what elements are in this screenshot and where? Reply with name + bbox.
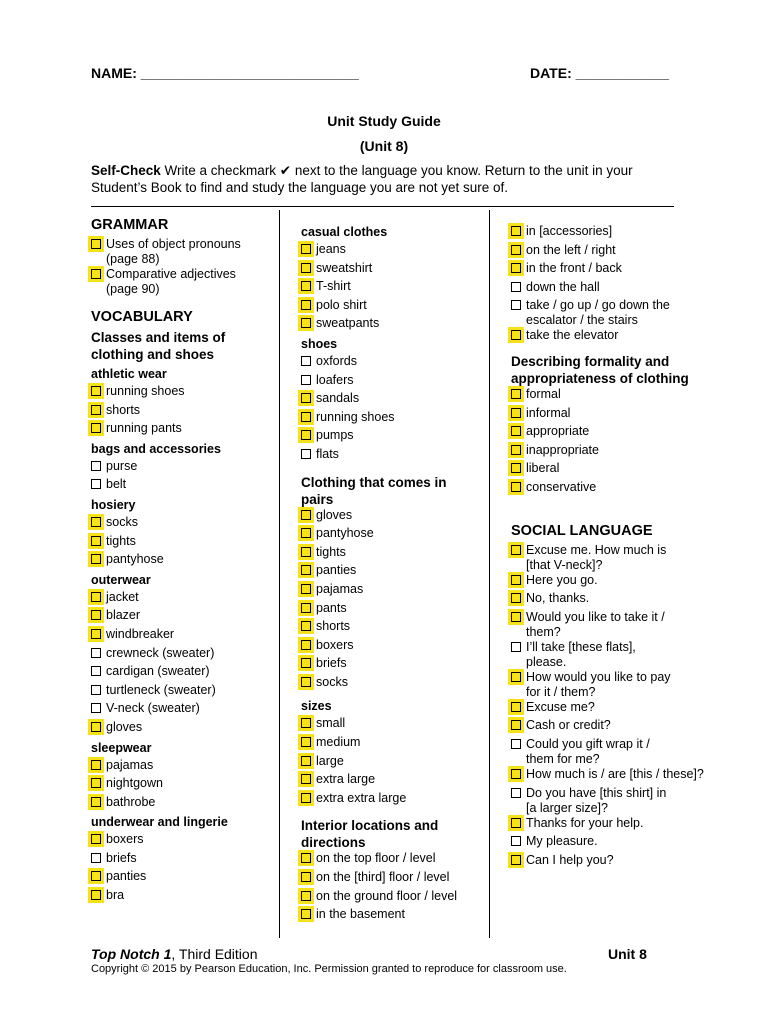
- highlighted-checkbox[interactable]: [91, 722, 101, 732]
- checklist-item[interactable]: [91, 515, 276, 534]
- checklist-item-label: sweatshirt: [316, 260, 373, 275]
- highlighted-checkbox[interactable]: [91, 517, 101, 527]
- checklist-item[interactable]: [511, 406, 716, 425]
- checklist-item-label: My pleasure.: [526, 834, 598, 849]
- checklist-item[interactable]: [511, 461, 716, 480]
- checklist-item[interactable]: [301, 889, 486, 908]
- checklist-item-label: crewneck (sweater): [106, 645, 215, 660]
- checklist-item-label: in the basement: [316, 907, 405, 922]
- checklist-item[interactable]: [511, 280, 716, 299]
- highlighted-checkbox[interactable]: [511, 445, 521, 455]
- checkbox[interactable]: [301, 375, 311, 385]
- checklist-item-label: down the hall: [526, 279, 600, 294]
- checklist-item[interactable]: [301, 354, 486, 373]
- checklist-item-label: on the top floor / level: [316, 851, 436, 866]
- checklist-item[interactable]: [91, 869, 276, 888]
- subsection-heading: Describing formality and appropriateness of clothing: [511, 353, 689, 386]
- section-heading: VOCABULARY: [91, 309, 193, 325]
- highlighted-checkbox[interactable]: [511, 575, 521, 585]
- checklist-item[interactable]: [511, 591, 716, 610]
- checklist-item-label: on the ground floor / level: [316, 888, 458, 903]
- checklist-item[interactable]: [91, 237, 276, 267]
- highlighted-checkbox[interactable]: [511, 612, 521, 622]
- checklist-item-label: running shoes: [106, 384, 185, 398]
- checkbox[interactable]: [511, 836, 521, 846]
- checklist-item-label: jeans: [316, 242, 346, 256]
- checklist-item[interactable]: [301, 373, 486, 392]
- checklist-item-label: pumps: [316, 428, 354, 443]
- checklist-item-label: briefs: [106, 850, 137, 865]
- checklist-item[interactable]: [91, 683, 276, 702]
- checklist-item-label: medium: [316, 735, 361, 750]
- checklist-item[interactable]: [301, 601, 486, 620]
- checklist-item-label: in the front / back: [526, 261, 622, 276]
- highlighted-checkbox[interactable]: [301, 640, 311, 650]
- checklist-item[interactable]: [301, 791, 486, 810]
- column-divider: [489, 210, 490, 938]
- checkbox[interactable]: [91, 461, 101, 471]
- checklist-item-label: informal: [526, 405, 571, 420]
- checklist-item-label: socks: [316, 674, 348, 689]
- checklist-item[interactable]: [511, 328, 716, 347]
- self-check-instructions: [91, 162, 691, 196]
- unit-subtitle: (Unit 8): [359, 138, 409, 154]
- highlighted-checkbox[interactable]: [91, 405, 101, 415]
- book-title: [91, 946, 258, 962]
- checkbox[interactable]: [91, 685, 101, 695]
- highlighted-checkbox[interactable]: [511, 330, 521, 340]
- self-check-text: Write a checkmark ✔ next to the language you know. Return to the unit in your Student’s Book to find and study the language you are not yet sure of.: [91, 163, 633, 195]
- checklist-item[interactable]: [91, 795, 276, 814]
- checklist-item-label: jacket: [106, 589, 139, 604]
- checklist-item-label: shorts: [316, 619, 351, 634]
- checklist-item[interactable]: [91, 646, 276, 665]
- checklist-item[interactable]: [511, 543, 716, 573]
- highlighted-checkbox[interactable]: [301, 263, 311, 273]
- subsection-heading: Clothing that comes in pairs: [301, 474, 447, 507]
- checklist-item[interactable]: [91, 608, 276, 627]
- category-heading: bags and accessories: [91, 441, 221, 456]
- checklist-item-label: appropriate: [526, 424, 590, 439]
- highlighted-checkbox[interactable]: [511, 482, 521, 492]
- highlighted-checkbox[interactable]: [511, 245, 521, 255]
- checklist-item-label: tights: [106, 533, 136, 548]
- checklist-item[interactable]: [511, 243, 716, 262]
- checklist-item-label: How would you like to pay for it / them?: [526, 669, 671, 699]
- highlighted-checkbox[interactable]: [91, 269, 101, 279]
- checklist-item-label: shorts: [106, 402, 141, 417]
- checklist-item-label: socks: [106, 514, 138, 529]
- highlighted-checkbox[interactable]: [511, 769, 521, 779]
- highlighted-checkbox[interactable]: [91, 629, 101, 639]
- checklist-item-label: liberal: [526, 461, 560, 476]
- checklist-item-label: polo shirt: [316, 297, 367, 312]
- highlighted-checkbox[interactable]: [301, 565, 311, 575]
- checklist-item-label: on the [third] floor / level: [316, 870, 450, 885]
- checklist-item[interactable]: [301, 656, 486, 675]
- checklist-item[interactable]: [301, 316, 486, 335]
- checklist-item[interactable]: [301, 508, 486, 527]
- checklist-item-label: small: [316, 716, 346, 731]
- checklist-item[interactable]: [91, 477, 276, 496]
- checklist-item-label: on the left / right: [526, 242, 616, 257]
- highlighted-checkbox[interactable]: [91, 797, 101, 807]
- checklist-item-label: extra large: [316, 772, 376, 787]
- checklist-item[interactable]: [91, 720, 276, 739]
- checklist-item[interactable]: [511, 816, 716, 835]
- subsection-heading: Classes and items of clothing and shoes: [91, 330, 226, 362]
- checklist-item-label: Thanks for your help.: [526, 815, 644, 830]
- checklist-item[interactable]: [301, 391, 486, 410]
- highlighted-checkbox[interactable]: [91, 778, 101, 788]
- checklist-item[interactable]: [301, 563, 486, 582]
- checklist-item[interactable]: [511, 700, 716, 719]
- checklist-item[interactable]: [91, 403, 276, 422]
- checklist-item[interactable]: [511, 670, 716, 700]
- checklist-item-label: pajamas: [316, 581, 364, 596]
- checklist-item[interactable]: [91, 590, 276, 609]
- section-heading: SOCIAL LANGUAGE: [511, 522, 653, 539]
- checklist-item-label: blazer: [106, 608, 141, 623]
- checklist-item[interactable]: [91, 627, 276, 646]
- checklist-item[interactable]: [301, 410, 486, 429]
- highlighted-checkbox[interactable]: [301, 677, 311, 687]
- highlighted-checkbox[interactable]: [91, 386, 101, 396]
- highlighted-checkbox[interactable]: [301, 756, 311, 766]
- checklist-item[interactable]: [301, 907, 486, 926]
- highlighted-checkbox[interactable]: [511, 818, 521, 828]
- checkbox[interactable]: [511, 739, 521, 749]
- highlighted-checkbox[interactable]: [91, 890, 101, 900]
- category-heading: hosiery: [91, 497, 136, 512]
- checklist-item[interactable]: [511, 224, 716, 243]
- column-grammar-vocabulary: [91, 217, 276, 907]
- highlighted-checkbox[interactable]: [511, 545, 521, 555]
- checklist-item-label: belt: [106, 477, 127, 492]
- checklist-item[interactable]: [301, 638, 486, 657]
- highlighted-checkbox[interactable]: [301, 774, 311, 784]
- checklist-item-label: I’ll take [these flats], please.: [526, 639, 636, 669]
- highlighted-checkbox[interactable]: [301, 793, 311, 803]
- highlighted-checkbox[interactable]: [301, 621, 311, 631]
- checklist-item-label: nightgown: [106, 776, 163, 791]
- checklist-item[interactable]: [91, 459, 276, 478]
- checklist-item-label: pantyhose: [316, 526, 374, 541]
- highlighted-checkbox[interactable]: [91, 760, 101, 770]
- divider: [91, 206, 674, 207]
- highlighted-checkbox[interactable]: [91, 536, 101, 546]
- checklist-item[interactable]: [91, 888, 276, 907]
- category-heading: sizes: [301, 699, 332, 714]
- checklist-item-label: windbreaker: [106, 626, 175, 641]
- highlighted-checkbox[interactable]: [511, 702, 521, 712]
- checkbox[interactable]: [511, 642, 521, 652]
- checklist-item[interactable]: [91, 552, 276, 571]
- highlighted-checkbox[interactable]: [91, 610, 101, 620]
- checklist-item[interactable]: [91, 776, 276, 795]
- checklist-item-label: sweatpants: [316, 316, 380, 331]
- highlighted-checkbox[interactable]: [301, 244, 311, 254]
- checklist-item-label: Here you go.: [526, 572, 598, 587]
- highlighted-checkbox[interactable]: [301, 528, 311, 538]
- highlighted-checkbox[interactable]: [301, 281, 311, 291]
- checklist-item-label: gloves: [106, 719, 143, 734]
- checklist-item-label: oxfords: [316, 353, 357, 368]
- checklist-item-label: cardigan (sweater): [106, 664, 210, 679]
- highlighted-checkbox[interactable]: [91, 834, 101, 844]
- checklist-item[interactable]: [511, 786, 716, 816]
- book-edition: , Third Edition: [171, 946, 258, 962]
- category-heading: sleepwear: [91, 740, 152, 755]
- checklist-item-label: purse: [106, 458, 138, 473]
- checklist-item-label: sandals: [316, 391, 360, 406]
- highlighted-checkbox[interactable]: [511, 672, 521, 682]
- highlighted-checkbox[interactable]: [91, 239, 101, 249]
- checklist-item-label: panties: [106, 869, 147, 884]
- checklist-item-label: loafers: [316, 372, 354, 387]
- checklist-item[interactable]: [301, 619, 486, 638]
- highlighted-checkbox[interactable]: [511, 226, 521, 236]
- checklist-item[interactable]: [91, 832, 276, 851]
- checklist-item[interactable]: [511, 834, 716, 853]
- category-heading: casual clothes: [301, 225, 388, 239]
- date-field-label: DATE: ____________: [530, 65, 670, 81]
- highlighted-checkbox[interactable]: [301, 718, 311, 728]
- highlighted-checkbox[interactable]: [301, 393, 311, 403]
- checklist-item-label: Could you gift wrap it / them for me?: [526, 736, 650, 766]
- highlighted-checkbox[interactable]: [511, 426, 521, 436]
- checkbox[interactable]: [91, 666, 101, 676]
- checklist-item-label: bathrobe: [106, 794, 156, 809]
- checklist-item[interactable]: [91, 701, 276, 720]
- checkbox[interactable]: [91, 853, 101, 863]
- unit-footer: Unit 8: [608, 946, 647, 962]
- checklist-item[interactable]: [511, 298, 716, 328]
- checklist-item[interactable]: [301, 545, 486, 564]
- highlighted-checkbox[interactable]: [301, 909, 311, 919]
- checklist-item[interactable]: [511, 853, 716, 872]
- checklist-item[interactable]: [511, 718, 716, 737]
- checklist-item-label: turtleneck (sweater): [106, 682, 216, 697]
- category-heading: outerwear: [91, 572, 151, 587]
- checklist-item-label: Excuse me?: [526, 699, 595, 714]
- checklist-item-label: V-neck (sweater): [106, 701, 200, 716]
- checklist-item[interactable]: [511, 737, 716, 767]
- checkbox[interactable]: [511, 282, 521, 292]
- spacer: [301, 217, 486, 225]
- checklist-item-label: pajamas: [106, 757, 154, 772]
- checklist-item[interactable]: [91, 851, 276, 870]
- checklist-item[interactable]: [301, 242, 486, 261]
- page-title: Unit Study Guide: [327, 113, 441, 129]
- checklist-item[interactable]: [301, 526, 486, 545]
- checklist-item[interactable]: [511, 573, 716, 592]
- checklist-item[interactable]: [511, 480, 716, 499]
- subsection-heading: Interior locations and directions: [301, 818, 439, 851]
- checklist-item[interactable]: [511, 640, 716, 670]
- checklist-item-label: Comparative adjectives (page 90): [106, 267, 236, 296]
- checklist-item-label: gloves: [316, 507, 353, 522]
- checklist-item[interactable]: [301, 298, 486, 317]
- highlighted-checkbox[interactable]: [91, 592, 101, 602]
- checklist-item[interactable]: [91, 758, 276, 777]
- checklist-item[interactable]: [301, 735, 486, 754]
- checklist-item[interactable]: [511, 610, 716, 640]
- copyright-notice: Copyright © 2015 by Pearson Education, Inc. Permission granted to reproduce for classroom use.: [91, 963, 567, 975]
- column-vocabulary-continued: [301, 217, 486, 926]
- checklist-item-label: large: [316, 753, 344, 768]
- checklist-item[interactable]: [91, 664, 276, 683]
- highlighted-checkbox[interactable]: [301, 658, 311, 668]
- checklist-item-label: take the elevator: [526, 328, 619, 343]
- checklist-item-label: pants: [316, 600, 347, 615]
- spacer: [301, 809, 486, 817]
- spacer: [301, 466, 486, 474]
- checklist-item-label: running pants: [106, 421, 182, 436]
- highlighted-checkbox[interactable]: [91, 554, 101, 564]
- checklist-item[interactable]: [511, 443, 716, 462]
- checklist-item-label: Can I help you?: [526, 852, 614, 867]
- checklist-item-label: Excuse me. How much is [that V-neck]?: [526, 542, 667, 572]
- checklist-item[interactable]: [301, 716, 486, 735]
- highlighted-checkbox[interactable]: [301, 603, 311, 613]
- highlighted-checkbox[interactable]: [511, 463, 521, 473]
- checklist-item-label: bra: [106, 888, 125, 903]
- checklist-item-label: running shoes: [316, 409, 395, 424]
- spacer: [91, 297, 276, 309]
- highlighted-checkbox[interactable]: [301, 412, 311, 422]
- highlighted-checkbox[interactable]: [511, 389, 521, 399]
- checklist-item-label: flats: [316, 446, 339, 461]
- column-directions-social-language: [511, 224, 716, 871]
- checklist-item-label: How much is / are [this / these]?: [526, 766, 704, 781]
- highlighted-checkbox[interactable]: [91, 423, 101, 433]
- checkbox[interactable]: [301, 449, 311, 459]
- checklist-item-label: panties: [316, 563, 357, 578]
- checklist-item[interactable]: [301, 675, 486, 694]
- checklist-item[interactable]: [301, 754, 486, 773]
- checklist-item[interactable]: [511, 261, 716, 280]
- checklist-item[interactable]: [301, 279, 486, 298]
- checklist-item[interactable]: [301, 772, 486, 791]
- name-field-label: NAME: ____________________________: [91, 65, 359, 81]
- checklist-item[interactable]: [91, 384, 276, 403]
- highlighted-checkbox[interactable]: [91, 871, 101, 881]
- checklist-item[interactable]: [301, 870, 486, 889]
- checklist-item[interactable]: [511, 387, 716, 406]
- checkbox[interactable]: [91, 479, 101, 489]
- highlighted-checkbox[interactable]: [511, 408, 521, 418]
- checklist-item-label: Cash or credit?: [526, 718, 611, 733]
- checklist-item-label: in [accessories]: [526, 224, 613, 238]
- column-divider: [279, 210, 280, 938]
- checklist-item-label: Uses of object pronouns (page 88): [106, 237, 241, 266]
- checklist-item[interactable]: [301, 428, 486, 447]
- highlighted-checkbox[interactable]: [301, 510, 311, 520]
- highlighted-checkbox[interactable]: [301, 872, 311, 882]
- checklist-item-label: inappropriate: [526, 442, 599, 457]
- self-check-label: Self-Check: [91, 163, 161, 178]
- checklist-item-label: tights: [316, 544, 346, 559]
- category-heading: shoes: [301, 336, 338, 351]
- highlighted-checkbox[interactable]: [511, 263, 521, 273]
- checklist-item-label: T-shirt: [316, 279, 351, 294]
- category-heading: underwear and lingerie: [91, 815, 228, 830]
- checklist-item-label: take / go up / go down the escalator / the stairs: [526, 298, 670, 328]
- checklist-item-label: Do you have [this shirt] in [a larger size]?: [526, 785, 667, 815]
- checklist-item[interactable]: [301, 582, 486, 601]
- checklist-item-label: pantyhose: [106, 552, 164, 567]
- checkbox[interactable]: [91, 648, 101, 658]
- category-heading: athletic wear: [91, 367, 167, 381]
- checkbox[interactable]: [511, 300, 521, 310]
- checklist-item-label: conservative: [526, 479, 597, 494]
- checklist-item[interactable]: [301, 261, 486, 280]
- highlighted-checkbox[interactable]: [301, 318, 311, 328]
- highlighted-checkbox[interactable]: [301, 737, 311, 747]
- checklist-item-label: briefs: [316, 656, 347, 671]
- checklist-item-label: boxers: [316, 637, 354, 652]
- checkbox[interactable]: [301, 356, 311, 366]
- checklist-item-label: extra extra large: [316, 790, 407, 805]
- highlighted-checkbox[interactable]: [301, 853, 311, 863]
- checklist-item-label: Would you like to take it / them?: [526, 609, 665, 639]
- highlighted-checkbox[interactable]: [511, 855, 521, 865]
- checklist-item-label: formal: [526, 386, 561, 401]
- highlighted-checkbox[interactable]: [301, 300, 311, 310]
- checkbox[interactable]: [91, 703, 101, 713]
- highlighted-checkbox[interactable]: [301, 891, 311, 901]
- checklist-item[interactable]: [91, 421, 276, 440]
- highlighted-checkbox[interactable]: [301, 430, 311, 440]
- spacer: [511, 499, 716, 523]
- highlighted-checkbox[interactable]: [301, 584, 311, 594]
- checklist-item-label: No, thanks.: [526, 591, 590, 606]
- highlighted-checkbox[interactable]: [511, 593, 521, 603]
- checklist-item[interactable]: [511, 424, 716, 443]
- checklist-item[interactable]: [301, 851, 486, 870]
- section-heading: GRAMMAR: [91, 217, 169, 233]
- checklist-item[interactable]: [301, 447, 486, 466]
- checklist-item[interactable]: [511, 767, 716, 786]
- highlighted-checkbox[interactable]: [511, 720, 521, 730]
- checklist-item[interactable]: [91, 267, 276, 297]
- checklist-item[interactable]: [91, 534, 276, 553]
- highlighted-checkbox[interactable]: [301, 547, 311, 557]
- checkbox[interactable]: [511, 788, 521, 798]
- checklist-item-label: boxers: [106, 832, 144, 847]
- book-name: Top Notch 1: [91, 946, 172, 962]
